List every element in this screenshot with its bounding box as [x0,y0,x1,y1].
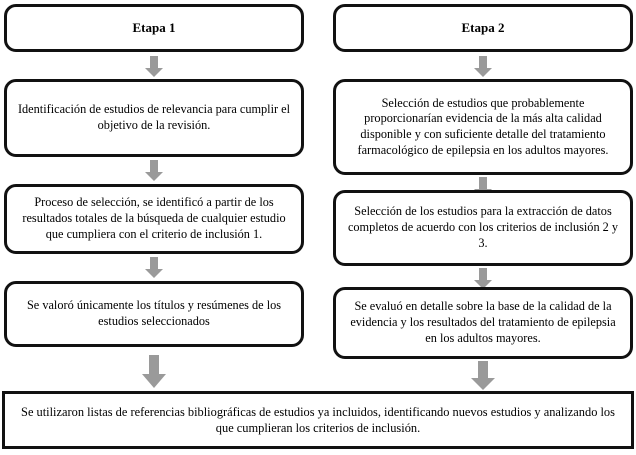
down-arrow-icon [144,56,164,78]
arrow-etapa1-header-to-step1 [4,56,304,78]
node-label: Se utilizaron listas de referencias bibliográficas de estudios ya incluidos, identificando nuevos estudios y analizando los que cumplieran los criterios de inclusión. [21,404,615,435]
node-etapa-2-step-1 [333,79,633,175]
node-etapa-1-step-2 [4,184,304,254]
arrow-etapa2-header-to-step1 [333,56,633,78]
down-arrow-icon [141,355,167,389]
node-etapa-1-header [4,4,304,52]
node-label: Selección de los estudios para la extracción de datos completos de acuerdo con los criterios de inclusión 2 y 3. [347,204,619,250]
arrow-etapa1-step2-to-step3 [4,257,304,279]
down-arrow-icon [144,160,164,182]
node-etapa-2-header [333,4,633,52]
arrow-etapa1-step3-to-footer [4,355,304,389]
node-footer-summary [2,391,634,449]
node-label: Se valoró únicamente los títulos y resúmenes de los estudios seleccionados [26,298,282,328]
node-etapa-2-step-3 [333,287,633,359]
node-label: Se evaluó en detalle sobre la base de la calidad de la evidencia y los resultados del tratamiento de epilepsia en los adultos mayores. [350,299,616,345]
arrow-etapa2-step3-to-footer [333,361,633,391]
node-label: Etapa 1 [132,19,176,35]
down-arrow-icon [470,361,496,391]
down-arrow-icon [144,257,164,279]
node-etapa-1-step-1 [4,79,304,157]
down-arrow-icon [473,56,493,78]
arrow-etapa1-step1-to-step2 [4,160,304,182]
node-label: Selección de estudios que probablemente proporcionarían evidencia de la más alta calidad disponible y con suficiente detalle del tratamiento farmacológico de epilepsia en los adultos mayores. [357,95,609,157]
node-etapa-1-step-3 [4,281,304,347]
node-label: Proceso de selección, se identificó a partir de los resultados totales de la búsqueda de cualquier estudio que cumpliera con el criterio de inclusión 1. [22,195,286,241]
node-label: Identificación de estudios de relevancia para cumplir el objetivo de la revisión. [17,102,291,132]
node-etapa-2-step-2 [333,190,633,266]
node-label: Etapa 2 [461,19,505,35]
